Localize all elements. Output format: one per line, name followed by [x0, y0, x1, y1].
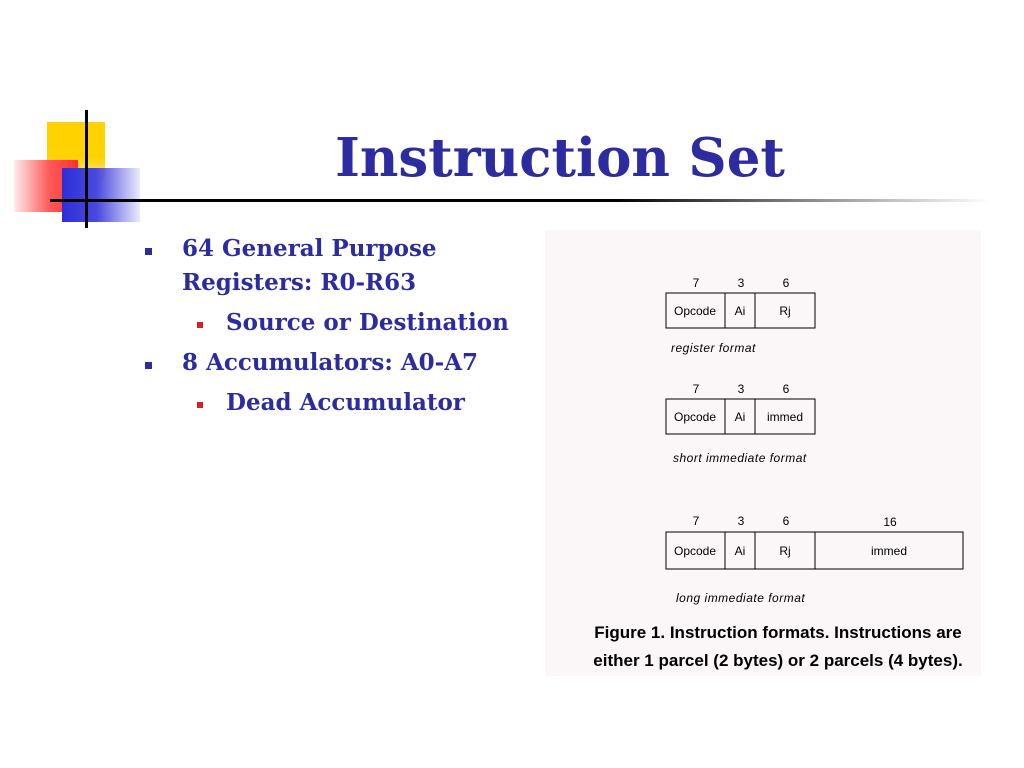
bullet-item-accumulators	[140, 346, 540, 380]
bullet-marker	[145, 362, 152, 369]
logo-vertical-line	[85, 110, 88, 228]
format-name: short immediate format	[673, 451, 807, 465]
bits-label: 7	[692, 514, 700, 528]
field-label: Ai	[734, 544, 746, 558]
instruction-formats-figure	[545, 230, 981, 676]
format-name: register format	[671, 341, 756, 355]
bits-label: 3	[737, 276, 745, 290]
bits-label: 16	[883, 515, 897, 529]
field-label: Opcode	[673, 544, 717, 558]
format-short-immediate	[666, 382, 815, 465]
field-label: Ai	[734, 410, 746, 424]
format-register	[666, 276, 815, 355]
sub-bullet-text: Dead Accumulator	[226, 389, 465, 416]
format-name: long immediate format	[676, 591, 806, 605]
field-label: Opcode	[673, 410, 717, 424]
field-label: Opcode	[673, 304, 717, 318]
figure-caption: Figure 1. Instruction formats. Instructions are either 1 parcel (2 bytes) or 2 parcels (4 bytes).	[593, 623, 963, 670]
sub-bullet-item-source-destination	[140, 306, 540, 340]
bits-label: 6	[782, 276, 790, 290]
bullet-item-registers	[140, 232, 540, 300]
field-label: immed	[870, 544, 908, 558]
field-label: Ai	[734, 304, 746, 318]
bits-label: 3	[737, 382, 745, 396]
format-long-immediate	[666, 514, 963, 605]
bullet-list	[140, 232, 540, 426]
bits-label: 7	[692, 382, 700, 396]
bits-label: 3	[737, 514, 745, 528]
bits-label: 7	[692, 276, 700, 290]
sub-bullet-text: Source or Destination	[226, 309, 509, 336]
sub-bullet-item-dead-accumulator	[140, 386, 540, 420]
field-label: Rj	[779, 304, 791, 318]
bullet-text: 8 Accumulators: A0-A7	[182, 349, 479, 376]
bits-label: 6	[782, 514, 790, 528]
slide-title: Instruction Set	[335, 127, 785, 189]
logo-blue-square	[62, 168, 140, 222]
bullet-text: 64 General Purpose Registers: R0-R63	[182, 235, 437, 296]
field-label: Rj	[779, 544, 791, 558]
sub-bullet-marker	[197, 322, 203, 328]
title-underline	[50, 199, 990, 202]
formats-diagram	[545, 230, 981, 676]
field-label: immed	[766, 410, 804, 424]
bullet-marker	[145, 248, 152, 255]
sub-bullet-marker	[197, 402, 203, 408]
bits-label: 6	[782, 382, 790, 396]
